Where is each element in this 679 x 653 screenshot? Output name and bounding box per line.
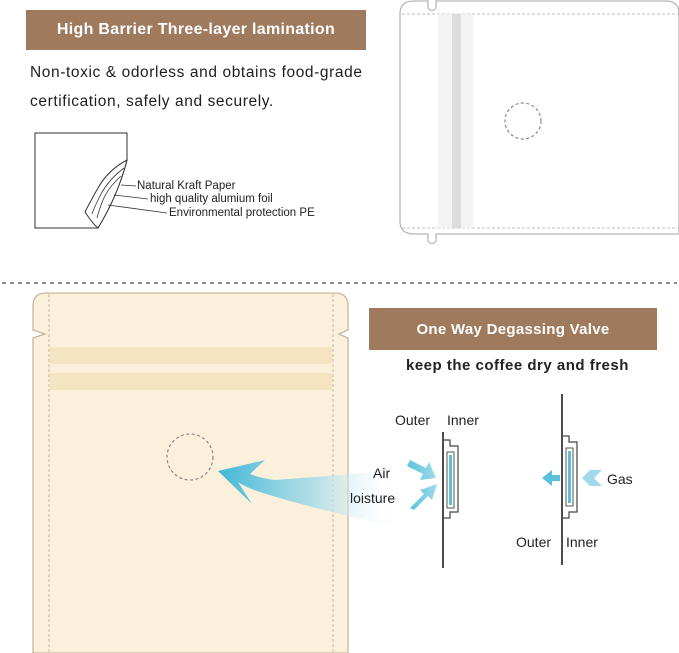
description-line-1: Non-toxic & odorless and obtains food-grade	[30, 64, 363, 81]
gas-label: Gas	[607, 471, 633, 487]
valve-diagram-left	[407, 432, 458, 568]
lamination-banner: High Barrier Three-layer lamination	[26, 10, 366, 50]
description-line-2: certification, safely and securely.	[30, 93, 274, 110]
left-inner-label: Inner	[447, 412, 479, 428]
air-label: Air	[373, 465, 391, 481]
white-bag-illustration	[400, 1, 679, 244]
left-outer-label: Outer	[395, 412, 431, 428]
right-inner-label: Inner	[566, 534, 598, 550]
valve-subtitle: keep the coffee dry and fresh	[406, 357, 629, 374]
layer-label-kraft: Natural Kraft Paper	[137, 180, 236, 192]
right-outer-label: Outer	[516, 534, 552, 550]
layer-label-pe: Environmental protection PE	[169, 207, 315, 219]
layer-label-foil: high quality alumium foil	[150, 193, 273, 205]
kraft-bag-illustration	[33, 293, 348, 653]
moisture-label: loisture	[350, 490, 396, 506]
valve-banner: One Way Degassing Valve	[369, 308, 657, 350]
